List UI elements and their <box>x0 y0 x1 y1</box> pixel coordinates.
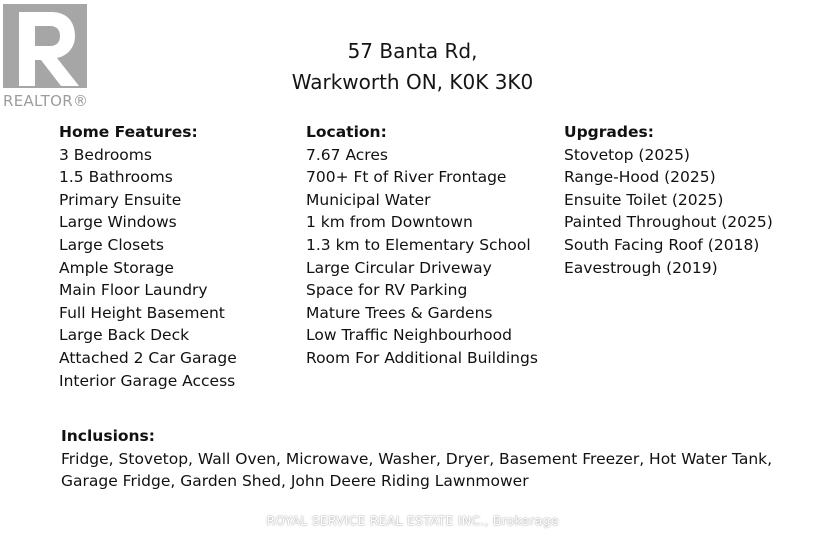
list-item: Large Back Deck <box>59 326 190 345</box>
address-line-2: Warkworth ON, K0K 3K0 <box>291 70 534 94</box>
inclusions-line-1: Fridge, Stovetop, Wall Oven, Microwave, Washer, Dryer, Basement Freezer, Hot Water Tank, <box>61 449 773 468</box>
list-item: Stovetop (2025) <box>564 145 690 164</box>
list-item: Mature Trees & Gardens <box>306 303 493 322</box>
list-item: 7.67 Acres <box>306 145 388 164</box>
inclusions-section <box>61 425 801 493</box>
list-item: Attached 2 Car Garage <box>59 348 237 367</box>
list-item: Space for RV Parking <box>306 281 468 300</box>
list-item: Interior Garage Access <box>59 371 236 390</box>
home-features-column <box>59 121 237 392</box>
home-features-header: Home Features: <box>59 123 198 141</box>
list-item: South Facing Roof (2018) <box>564 235 760 254</box>
list-item: Municipal Water <box>306 190 431 209</box>
list-item: Full Height Basement <box>59 303 225 322</box>
list-item: Large Closets <box>59 235 164 254</box>
property-address <box>0 36 825 98</box>
location-column <box>306 121 538 370</box>
list-item: 1 km from Downtown <box>306 213 473 232</box>
list-item: Primary Ensuite <box>59 190 182 209</box>
list-item: Range-Hood (2025) <box>564 168 716 187</box>
inclusions-line-2: Garage Fridge, Garden Shed, John Deere Riding Lawnmower <box>61 472 529 491</box>
location-header: Location: <box>306 123 387 141</box>
list-item: 1.5 Bathrooms <box>59 168 173 187</box>
upgrades-header: Upgrades: <box>564 123 654 141</box>
list-item: Eavestrough (2019) <box>564 258 718 277</box>
list-item: 700+ Ft of River Frontage <box>306 168 507 187</box>
list-item: Room For Additional Buildings <box>306 348 538 367</box>
list-item: Ensuite Toilet (2025) <box>564 190 724 209</box>
list-item: Main Floor Laundry <box>59 281 208 300</box>
list-item: 3 Bedrooms <box>59 145 152 164</box>
inclusions-header: Inclusions: <box>61 427 155 445</box>
address-line-1: 57 Banta Rd, <box>347 39 478 63</box>
realtor-logo-text: REALTOR® <box>3 92 89 110</box>
list-item: Large Circular Driveway <box>306 258 492 277</box>
upgrades-column <box>564 121 773 279</box>
list-item: Painted Throughout (2025) <box>564 213 773 232</box>
list-item: 1.3 km to Elementary School <box>306 235 531 254</box>
list-item: Low Traffic Neighbourhood <box>306 326 512 345</box>
brokerage-watermark: ROYAL SERVICE REAL ESTATE INC., Brokerage <box>266 513 559 528</box>
list-item: Ample Storage <box>59 258 174 277</box>
list-item: Large Windows <box>59 213 177 232</box>
